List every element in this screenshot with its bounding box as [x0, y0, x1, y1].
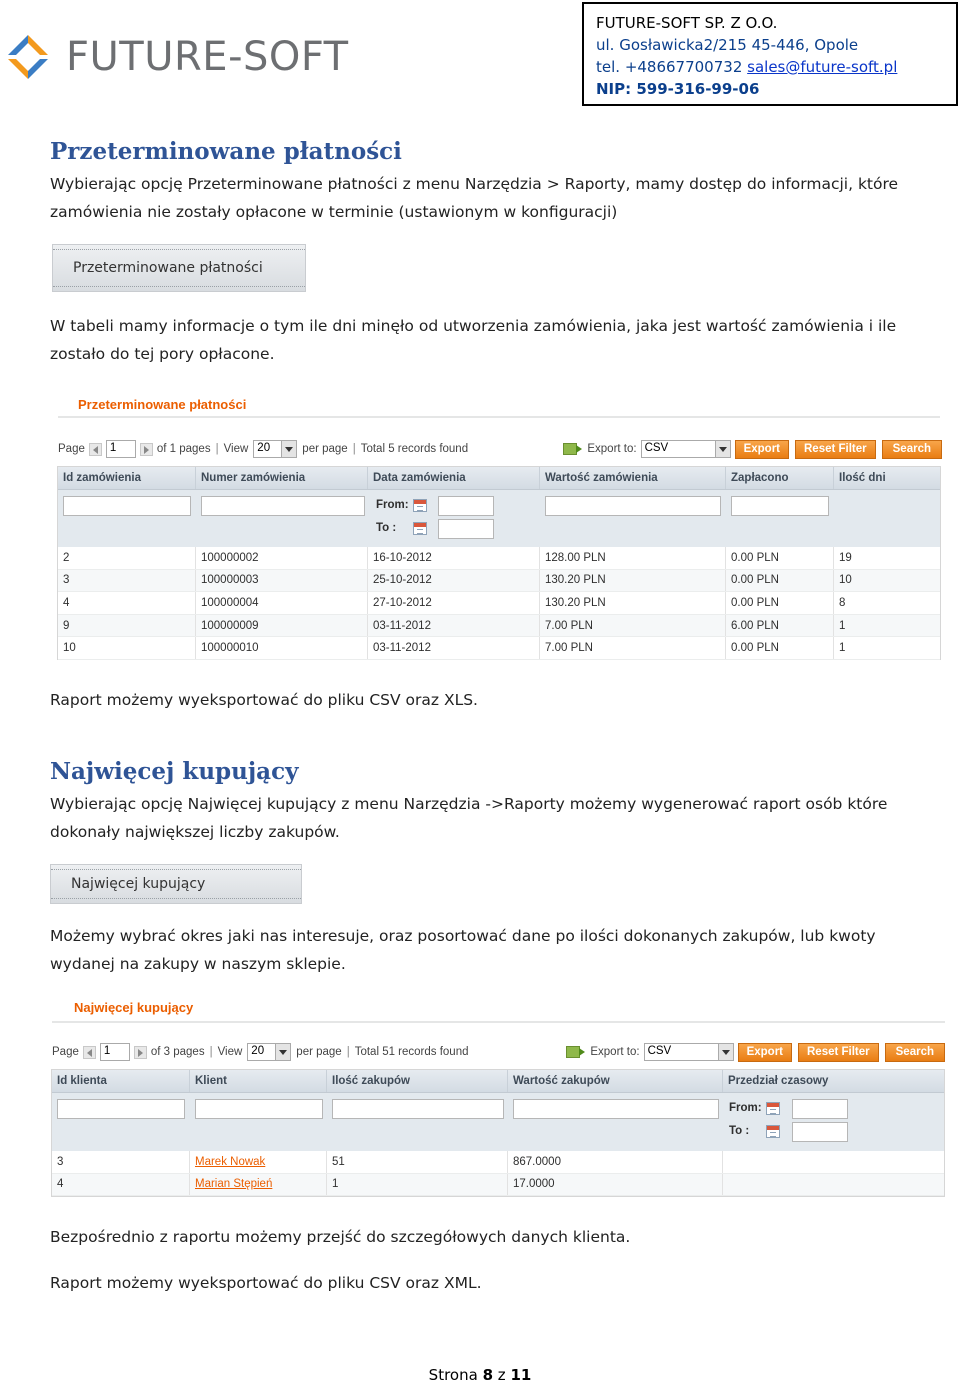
- overdue-menu-button-label: Przeterminowane płatności: [73, 260, 263, 276]
- grid1-export-button[interactable]: Export: [735, 440, 789, 459]
- calendar-icon[interactable]: [766, 1102, 780, 1115]
- grid2-cell: [508, 1174, 723, 1196]
- grid2-cell-text: 3: [57, 1155, 64, 1168]
- grid1-export-format-select[interactable]: [641, 440, 731, 458]
- grid1-separator: |: [352, 443, 356, 455]
- grid2-pager: [52, 1041, 945, 1063]
- grid1-col-date[interactable]: Data zamówienia: [368, 467, 540, 489]
- grid1-cell-text: 8: [839, 596, 846, 609]
- top-buyers-menu-button-label: Najwięcej kupujący: [71, 876, 206, 892]
- grid2-filter-id[interactable]: [57, 1099, 185, 1119]
- grid1-cell: [58, 570, 196, 592]
- section1-intro-line2: zamówienia nie zostały opłacone w terminie (ustawionym w konfiguracji): [50, 203, 618, 221]
- grid2-page-label: Page: [52, 1046, 79, 1058]
- grid1-cell-text: 3: [63, 574, 70, 587]
- grid2-table-row[interactable]: [52, 1151, 944, 1174]
- grid1-cell: [834, 637, 942, 659]
- grid1-cell: [196, 547, 368, 569]
- grid1-cell-text: 100000004: [201, 596, 259, 609]
- grid1-cell-text: 100000003: [201, 574, 259, 587]
- section2-desc-line1: Możemy wybrać okres jaki nas interesuje, oraz posortować dane po ilości dokonanych zakupów, lub kwoty: [50, 927, 876, 945]
- grid2-filter-to-label: To :: [729, 1125, 750, 1137]
- grid1-filter-paid[interactable]: [731, 496, 829, 516]
- grid1-prev-page-icon[interactable]: [89, 443, 102, 456]
- company-name: FUTURE-SOFT SP. Z O.O.: [596, 14, 778, 32]
- grid2-cell: [508, 1151, 723, 1173]
- grid1-col-number[interactable]: Numer zamówienia: [196, 467, 368, 489]
- export-icon: [566, 1046, 580, 1058]
- grid1-cell: [368, 570, 540, 592]
- grid1-cell: [540, 547, 726, 569]
- grid1-filter-date-to[interactable]: [438, 519, 494, 539]
- grid2-export-format-value: CSV: [647, 1045, 672, 1057]
- chevron-down-icon: [718, 1044, 733, 1060]
- grid1-cell: [834, 547, 942, 569]
- grid2-title-rule: [52, 1021, 945, 1023]
- grid2-title: Najwięcej kupujący: [74, 1000, 194, 1015]
- grid1-total-records: Total 5 records found: [360, 443, 469, 455]
- grid1-cell-text: 130.20 PLN: [545, 574, 606, 587]
- grid1-separator: |: [215, 443, 219, 455]
- grid2-cell: [327, 1174, 508, 1196]
- grid2-col-id[interactable]: Id klienta: [52, 1070, 190, 1092]
- grid1-col-id[interactable]: Id zamówienia: [58, 467, 196, 489]
- export-icon: [563, 443, 577, 455]
- grid1-cell: [834, 592, 942, 614]
- grid1-col-days[interactable]: Ilość dni: [839, 472, 886, 484]
- grid1-cell-text: 16-10-2012: [373, 551, 432, 564]
- grid1-cell: [726, 570, 834, 592]
- footer-total-pages: 11: [510, 1366, 532, 1384]
- top-buyers-menu-button-screenshot: [50, 864, 302, 904]
- grid1-page-label: Page: [58, 443, 85, 455]
- section2-description: [50, 922, 930, 978]
- company-logo: [4, 32, 349, 82]
- grid1-pager: [58, 438, 942, 460]
- grid1-cell: [726, 637, 834, 659]
- section2-note-export: Raport możemy wyeksportować do pliku CSV oraz XML.: [50, 1274, 482, 1292]
- grid1-filter-from-label: From:: [376, 499, 409, 511]
- chevron-down-icon: [275, 1044, 290, 1060]
- grid1-cell: [834, 615, 942, 637]
- section2-intro-line2: dokonały największej liczby zakupów.: [50, 823, 340, 841]
- grid1-cell-text: 128.00 PLN: [545, 551, 606, 564]
- grid2-filter-date-from[interactable]: [792, 1099, 848, 1119]
- grid1-cell: [196, 592, 368, 614]
- grid1-cell: [726, 592, 834, 614]
- grid2-export-button[interactable]: Export: [738, 1043, 792, 1062]
- grid2-search-button[interactable]: Search: [885, 1043, 945, 1062]
- grid1-table-row[interactable]: [58, 615, 940, 638]
- grid1-cell: [58, 547, 196, 569]
- logo-text: FUTURE-SOFT: [66, 34, 349, 80]
- section1-desc-line1: W tabeli mamy informacje o tym ile dni minęło od utworzenia zamówienia, jaka jest wartość zamówienia i ile: [50, 317, 897, 335]
- grid1-cell: [58, 637, 196, 659]
- grid1-col-paid[interactable]: Zapłacono: [726, 467, 834, 489]
- grid1-cell-text: 7.00 PLN: [545, 619, 593, 632]
- grid2-separator: |: [346, 1046, 350, 1058]
- section2-intro-line1: Wybierając opcję Najwięcej kupujący z menu Narzędzia ->Raporty możemy wygenerować raport osób które: [50, 795, 888, 813]
- grid2-header-row: [52, 1070, 944, 1093]
- grid1-cell-text: 10: [63, 642, 76, 655]
- grid2-cell: [723, 1174, 946, 1196]
- grid1-cell-text: 0.00 PLN: [731, 596, 779, 609]
- grid1-title: Przeterminowane płatności: [78, 397, 247, 412]
- section2-note-client-details: Bezpośrednio z raportu możemy przejść do szczegółowych danych klienta.: [50, 1228, 631, 1246]
- grid1-of-pages: of 1 pages: [156, 443, 211, 455]
- grid1-cell-text: 2: [63, 551, 70, 564]
- grid2-table: [51, 1069, 945, 1197]
- grid2-cell: [52, 1151, 190, 1173]
- grid2-view-label: View: [217, 1046, 243, 1058]
- grid2-prev-page-icon[interactable]: [83, 1046, 96, 1059]
- grid1-per-page-value: 20: [257, 442, 271, 454]
- grid1-cell: [368, 637, 540, 659]
- grid1-cell-text: 6.00 PLN: [731, 619, 779, 632]
- chevron-down-icon: [281, 441, 296, 457]
- footer-page-number: 8: [482, 1366, 494, 1384]
- grid1-view-label: View: [223, 443, 249, 455]
- grid1-cell-text: 0.00 PLN: [731, 642, 779, 655]
- grid2-client-link[interactable]: Marian Stępień: [195, 1178, 273, 1191]
- section-title-top-buyers: Najwięcej kupujący: [50, 758, 299, 785]
- grid1-cell-text: 1: [839, 642, 846, 655]
- grid1-cell: [540, 592, 726, 614]
- grid2-total-records: Total 51 records found: [354, 1046, 469, 1058]
- grid1-cell: [540, 637, 726, 659]
- grid1-cell-text: 0.00 PLN: [731, 574, 779, 587]
- grid2-table-row[interactable]: [52, 1174, 944, 1197]
- grid1-filter-value[interactable]: [545, 496, 721, 516]
- grid2-cell-text: 17.0000: [513, 1178, 555, 1191]
- grid2-filter-date-to[interactable]: [792, 1122, 848, 1142]
- grid2-export-format-select[interactable]: [644, 1043, 734, 1061]
- company-info-box: [582, 2, 958, 106]
- grid1-cell-text: 100000010: [201, 642, 259, 655]
- grid2-separator: |: [209, 1046, 213, 1058]
- chevron-down-icon: [715, 441, 730, 457]
- grid2-client-link[interactable]: Marek Nowak: [195, 1155, 266, 1168]
- grid1-cell-text: 03-11-2012: [373, 619, 431, 632]
- grid1-table-row[interactable]: [58, 592, 940, 615]
- grid2-reset-filter-button[interactable]: Reset Filter: [798, 1043, 879, 1062]
- grid2-cell-text: 4: [57, 1178, 64, 1191]
- grid1-filter-number[interactable]: [201, 496, 365, 516]
- grid2-per-page-select[interactable]: [247, 1043, 291, 1061]
- grid1-cell-text: 03-11-2012: [373, 642, 431, 655]
- grid2-cell-text: 867.0000: [513, 1155, 561, 1168]
- grid2-cell-text: 51: [332, 1155, 345, 1168]
- grid1-cell: [726, 615, 834, 637]
- grid2-col-client[interactable]: Klient: [190, 1070, 327, 1092]
- footer-prefix: Strona: [428, 1366, 478, 1384]
- grid1-table-row[interactable]: [58, 547, 940, 570]
- grid1-cell-text: 100000002: [201, 551, 259, 564]
- grid1-cell-text: 25-10-2012: [373, 574, 432, 587]
- grid1-cell-text: 7.00 PLN: [545, 642, 593, 655]
- grid1-cell: [368, 592, 540, 614]
- grid1-cell: [58, 615, 196, 637]
- grid1-page-input[interactable]: 1: [106, 440, 136, 458]
- page-footer: [0, 1366, 960, 1384]
- company-address: ul. Gosławicka2/215 45-446, Opole: [596, 36, 859, 54]
- grid1-cell-text: 1: [839, 619, 846, 632]
- grid2-cell: [52, 1174, 190, 1196]
- grid2-of-pages: of 3 pages: [150, 1046, 205, 1058]
- grid1-cell: [834, 570, 942, 592]
- grid1-title-rule: [58, 416, 940, 418]
- grid2-filter-client[interactable]: [195, 1099, 323, 1119]
- grid1-cell-text: 4: [63, 596, 70, 609]
- grid1-cell: [368, 547, 540, 569]
- grid2-cell: [190, 1174, 327, 1196]
- grid2-next-page-icon[interactable]: [134, 1046, 147, 1059]
- grid2-cell-text: 1: [332, 1178, 339, 1191]
- grid1-next-page-icon[interactable]: [140, 443, 153, 456]
- calendar-icon[interactable]: [766, 1125, 780, 1138]
- section2-intro: [50, 790, 930, 846]
- grid1-filter-id[interactable]: [63, 496, 191, 516]
- section1-export-note: Raport możemy wyeksportować do pliku CSV oraz XLS.: [50, 691, 478, 709]
- grid1-header-row: [58, 467, 940, 490]
- grid2-export-label: Export to:: [590, 1046, 640, 1058]
- grid1-cell: [196, 637, 368, 659]
- overdue-menu-button-screenshot: [52, 244, 306, 292]
- grid2-filter-row: [52, 1093, 944, 1151]
- section2-desc-line2: wydanej na zakupy w naszym sklepie.: [50, 955, 346, 973]
- grid1-table-row[interactable]: [58, 637, 940, 660]
- grid1-cell-text: 0.00 PLN: [731, 551, 779, 564]
- footer-middle: z: [497, 1366, 506, 1384]
- grid1-reset-filter-button[interactable]: Reset Filter: [795, 440, 876, 459]
- company-phone: tel. +48667700732: [596, 58, 743, 76]
- grid1-export-format-value: CSV: [644, 442, 669, 454]
- company-email-link[interactable]: sales@future-soft.pl: [747, 58, 898, 76]
- grid1-cell: [58, 592, 196, 614]
- section1-intro-line1: Wybierając opcję Przeterminowane płatności z menu Narzędzia > Raporty, mamy dostęp do informacji, które: [50, 175, 899, 193]
- grid1-export-label: Export to:: [587, 443, 637, 455]
- grid1-cell: [540, 570, 726, 592]
- grid2-col-period[interactable]: Przedział czasowy: [728, 1075, 829, 1087]
- section-title-overdue: Przeterminowane płatności: [50, 138, 402, 165]
- section1-desc-line2: zostało do tej pory opłacone.: [50, 345, 275, 363]
- calendar-icon[interactable]: [413, 522, 427, 535]
- grid1-search-button[interactable]: Search: [882, 440, 942, 459]
- grid2-per-page-label: per page: [296, 1046, 342, 1058]
- calendar-icon[interactable]: [413, 499, 427, 512]
- grid1-per-page-select[interactable]: [253, 440, 297, 458]
- grid1-filter-date-from[interactable]: [438, 496, 494, 516]
- grid1-per-page-label: per page: [302, 443, 348, 455]
- grid1-filter-to-label: To :: [376, 522, 397, 534]
- grid2-cell: [190, 1151, 327, 1173]
- grid1-cell-text: 27-10-2012: [373, 596, 432, 609]
- grid1-cell-text: 9: [63, 619, 70, 632]
- grid2-cell: [723, 1151, 946, 1173]
- grid1-cell: [368, 615, 540, 637]
- company-contact: [596, 56, 944, 78]
- section1-description: [50, 312, 930, 368]
- grid1-cell-text: 10: [839, 574, 852, 587]
- grid1-filter-row: [58, 490, 940, 547]
- grid1-cell-text: 100000009: [201, 619, 259, 632]
- grid2-per-page-value: 20: [251, 1045, 265, 1057]
- grid1-cell: [540, 615, 726, 637]
- grid1-col-value[interactable]: Wartość zamówienia: [540, 467, 726, 489]
- grid2-cell: [327, 1151, 508, 1173]
- grid2-filter-from-label: From:: [729, 1102, 762, 1114]
- grid1-cell: [726, 547, 834, 569]
- grid2-filter-purchases[interactable]: [332, 1099, 504, 1119]
- grid1-table: [57, 466, 941, 660]
- logo-chevron-icon: [4, 33, 52, 81]
- grid1-cell-text: 130.20 PLN: [545, 596, 606, 609]
- company-nip: NIP: 599-316-99-06: [596, 80, 760, 98]
- section1-intro: [50, 170, 930, 226]
- grid1-table-row[interactable]: [58, 570, 940, 593]
- grid2-col-purchases[interactable]: Ilość zakupów: [327, 1070, 508, 1092]
- grid2-page-input[interactable]: 1: [100, 1043, 130, 1061]
- grid2-col-value[interactable]: Wartość zakupów: [508, 1070, 723, 1092]
- grid1-cell: [196, 570, 368, 592]
- grid2-filter-value[interactable]: [513, 1099, 719, 1119]
- grid1-cell-text: 19: [839, 551, 852, 564]
- grid1-cell: [196, 615, 368, 637]
